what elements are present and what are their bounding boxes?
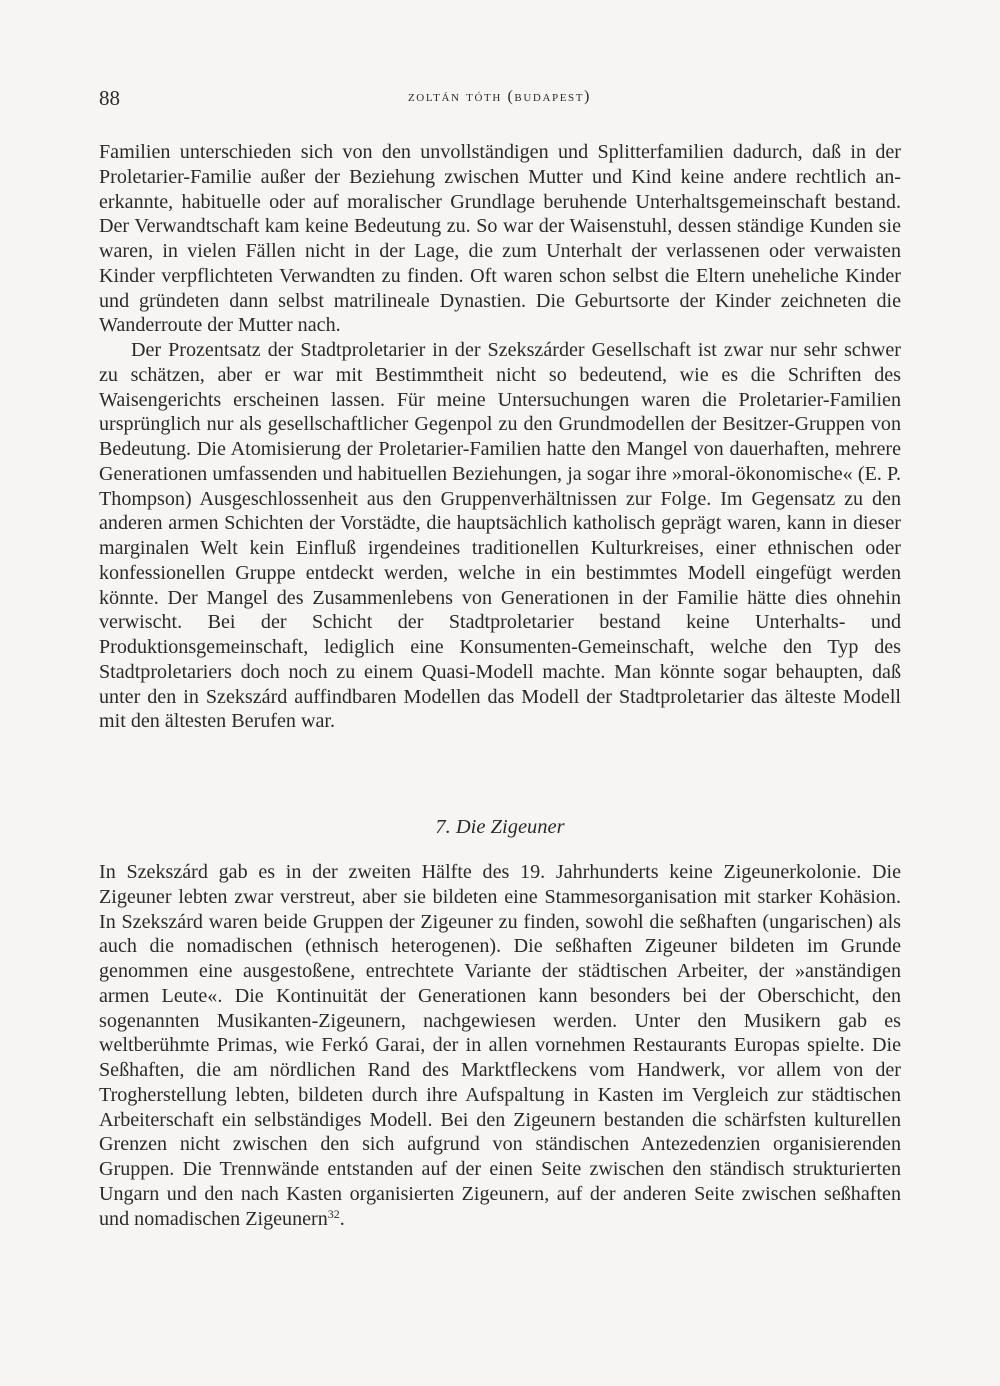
body-text-section <box>99 860 901 1231</box>
footnote-reference: 32 <box>327 1206 340 1221</box>
page-header <box>99 86 900 114</box>
paragraph: Familien unterschieden sich von den unvollständigen und Splitterfamilien dadurch, daß in der Proletarier-Familie außer der Beziehung zwischen Mutter und Kind keine andere rechtlich anerkannte, habituelle oder auf moralischer Grundlage beruhende Unterhaltsgemeinschaft bestand. Der Verwandtschaft kam keine Bedeutung zu. So war der Waisenstuhl, dessen ständige Kunden sie waren, in vielen Fällen nicht in der Lage, die zum Unterhalt der verlassenen oder verwaisten Kinder verpflichteten Verwandten zu finden. Oft waren schon selbst die Eltern uneheliche Kinder und gründeten dann selbst matrilineale Dynastien. Die Geburtsorte der Kinder zeichneten die Wanderroute der Mutter nach. <box>99 141 901 337</box>
paragraph-end-punctuation: . <box>339 1207 345 1230</box>
paragraph: Der Prozentsatz der Stadtproletarier in der Szekszárder Gesellschaft ist zwar nur sehr schwer zu schätzen, aber er war mit Bestimmtheit nicht so bedeutend, wie es die Schriften des Waisengerichts erscheinen lassen. Für meine Untersuchungen waren die Proletarier-Familien ursprünglich nur als gesellschaftlicher Gegenpol zu den Grundmodellen der Besitzer-Gruppen von Bedeutung. Die Atomisierung der Proletarier-Familien hatte den Mangel von dauerhaften, mehrere Generationen umfassenden und habituellen Beziehungen, ja sogar ihre »moral-ökonomische« (E. P. Thompson) Ausgeschlossenheit aus den Gruppenverhältnissen zur Folge. Im Gegensatz zu den anderen armen Schichten der Vorstädte, die hauptsächlich katholisch geprägt waren, kann in dieser marginalen Welt kein Einfluß irgendeines traditionellen Kulturkreises, einer ethnischen oder konfessionellen Gruppe entdeckt werden, welche in ein bestimmtes Modell eingefügt werden könnte. Der Mangel des Zusammenlebens von Generationen in der Familie hätte dies ohnehin verwischt. Bei der Schicht der Stadtproletarier bestand keine Unterhalts- und Produktionsgemeinschaft, lediglich eine Konsumenten-Gemeinschaft, welche den Typ des Stadtproletariers doch noch zu einem Quasi-Modell machte. Man könnte sogar behaupten, daß unter den in Szekszárd auffindbaren Modellen das Modell der Stadtproletarier das älteste Modell mit den ältesten Berufen war. <box>99 339 901 733</box>
section-heading: 7. Die Zigeuner <box>435 816 565 838</box>
running-head: zoltán tóth (budapest) <box>407 88 591 105</box>
paragraph <box>99 860 901 1231</box>
page-number: 88 <box>99 86 120 110</box>
body-text-top <box>99 140 901 734</box>
paragraph-text: In Szekszárd gab es in der zweiten Hälfte des 19. Jahrhunderts keine Zigeunerkolonie. Die Zigeuner lebten zwar verstreut, aber sie bildeten eine Stammesorganisation mit starker Kohäsion. In Szekszárd waren beide Gruppen der Zigeuner zu finden, sowohl die seßhaften (ungarischen) als auch die nomadischen (ethnisch heterogenen). Die seßhaften Zigeuner bildeten im Grunde genommen eine ausgestoßene, entrechtete Variante der städtischen Arbeiter, der »anständigen armen Leute«. Die Kontinuität der Generationen kann besonders bei der Oberschicht, den sogenannten Musikanten-Zigeunern, nachgewiesen werden. Unter den Musikern gab es weltberühmte Primas, wie Ferkó Garai, der in allen vornehmen Restaurants Europas spielte. Die Seßhaften, die am nördlichen Rand des Marktfleckens vom Handwerk, vor allem von der Trogherstellung lebten, bildeten durch ihre Aufspaltung in Kasten im Vergleich zur städtischen Arbeiterschaft ein selbständiges Modell. Bei den Zigeunern bestanden die schärfsten kulturellen Grenzen nicht zwischen den sich aufgrund von ständischen Antezedenzien organisierenden Gruppen. Die Trennwände entstanden auf der einen Seite zwischen den ständisch strukturierten Ungarn und den nach Kasten organisierten Zigeunern, auf der anderen Seite zwischen seßhaften und nomadischen Zigeunern <box>99 861 901 1230</box>
